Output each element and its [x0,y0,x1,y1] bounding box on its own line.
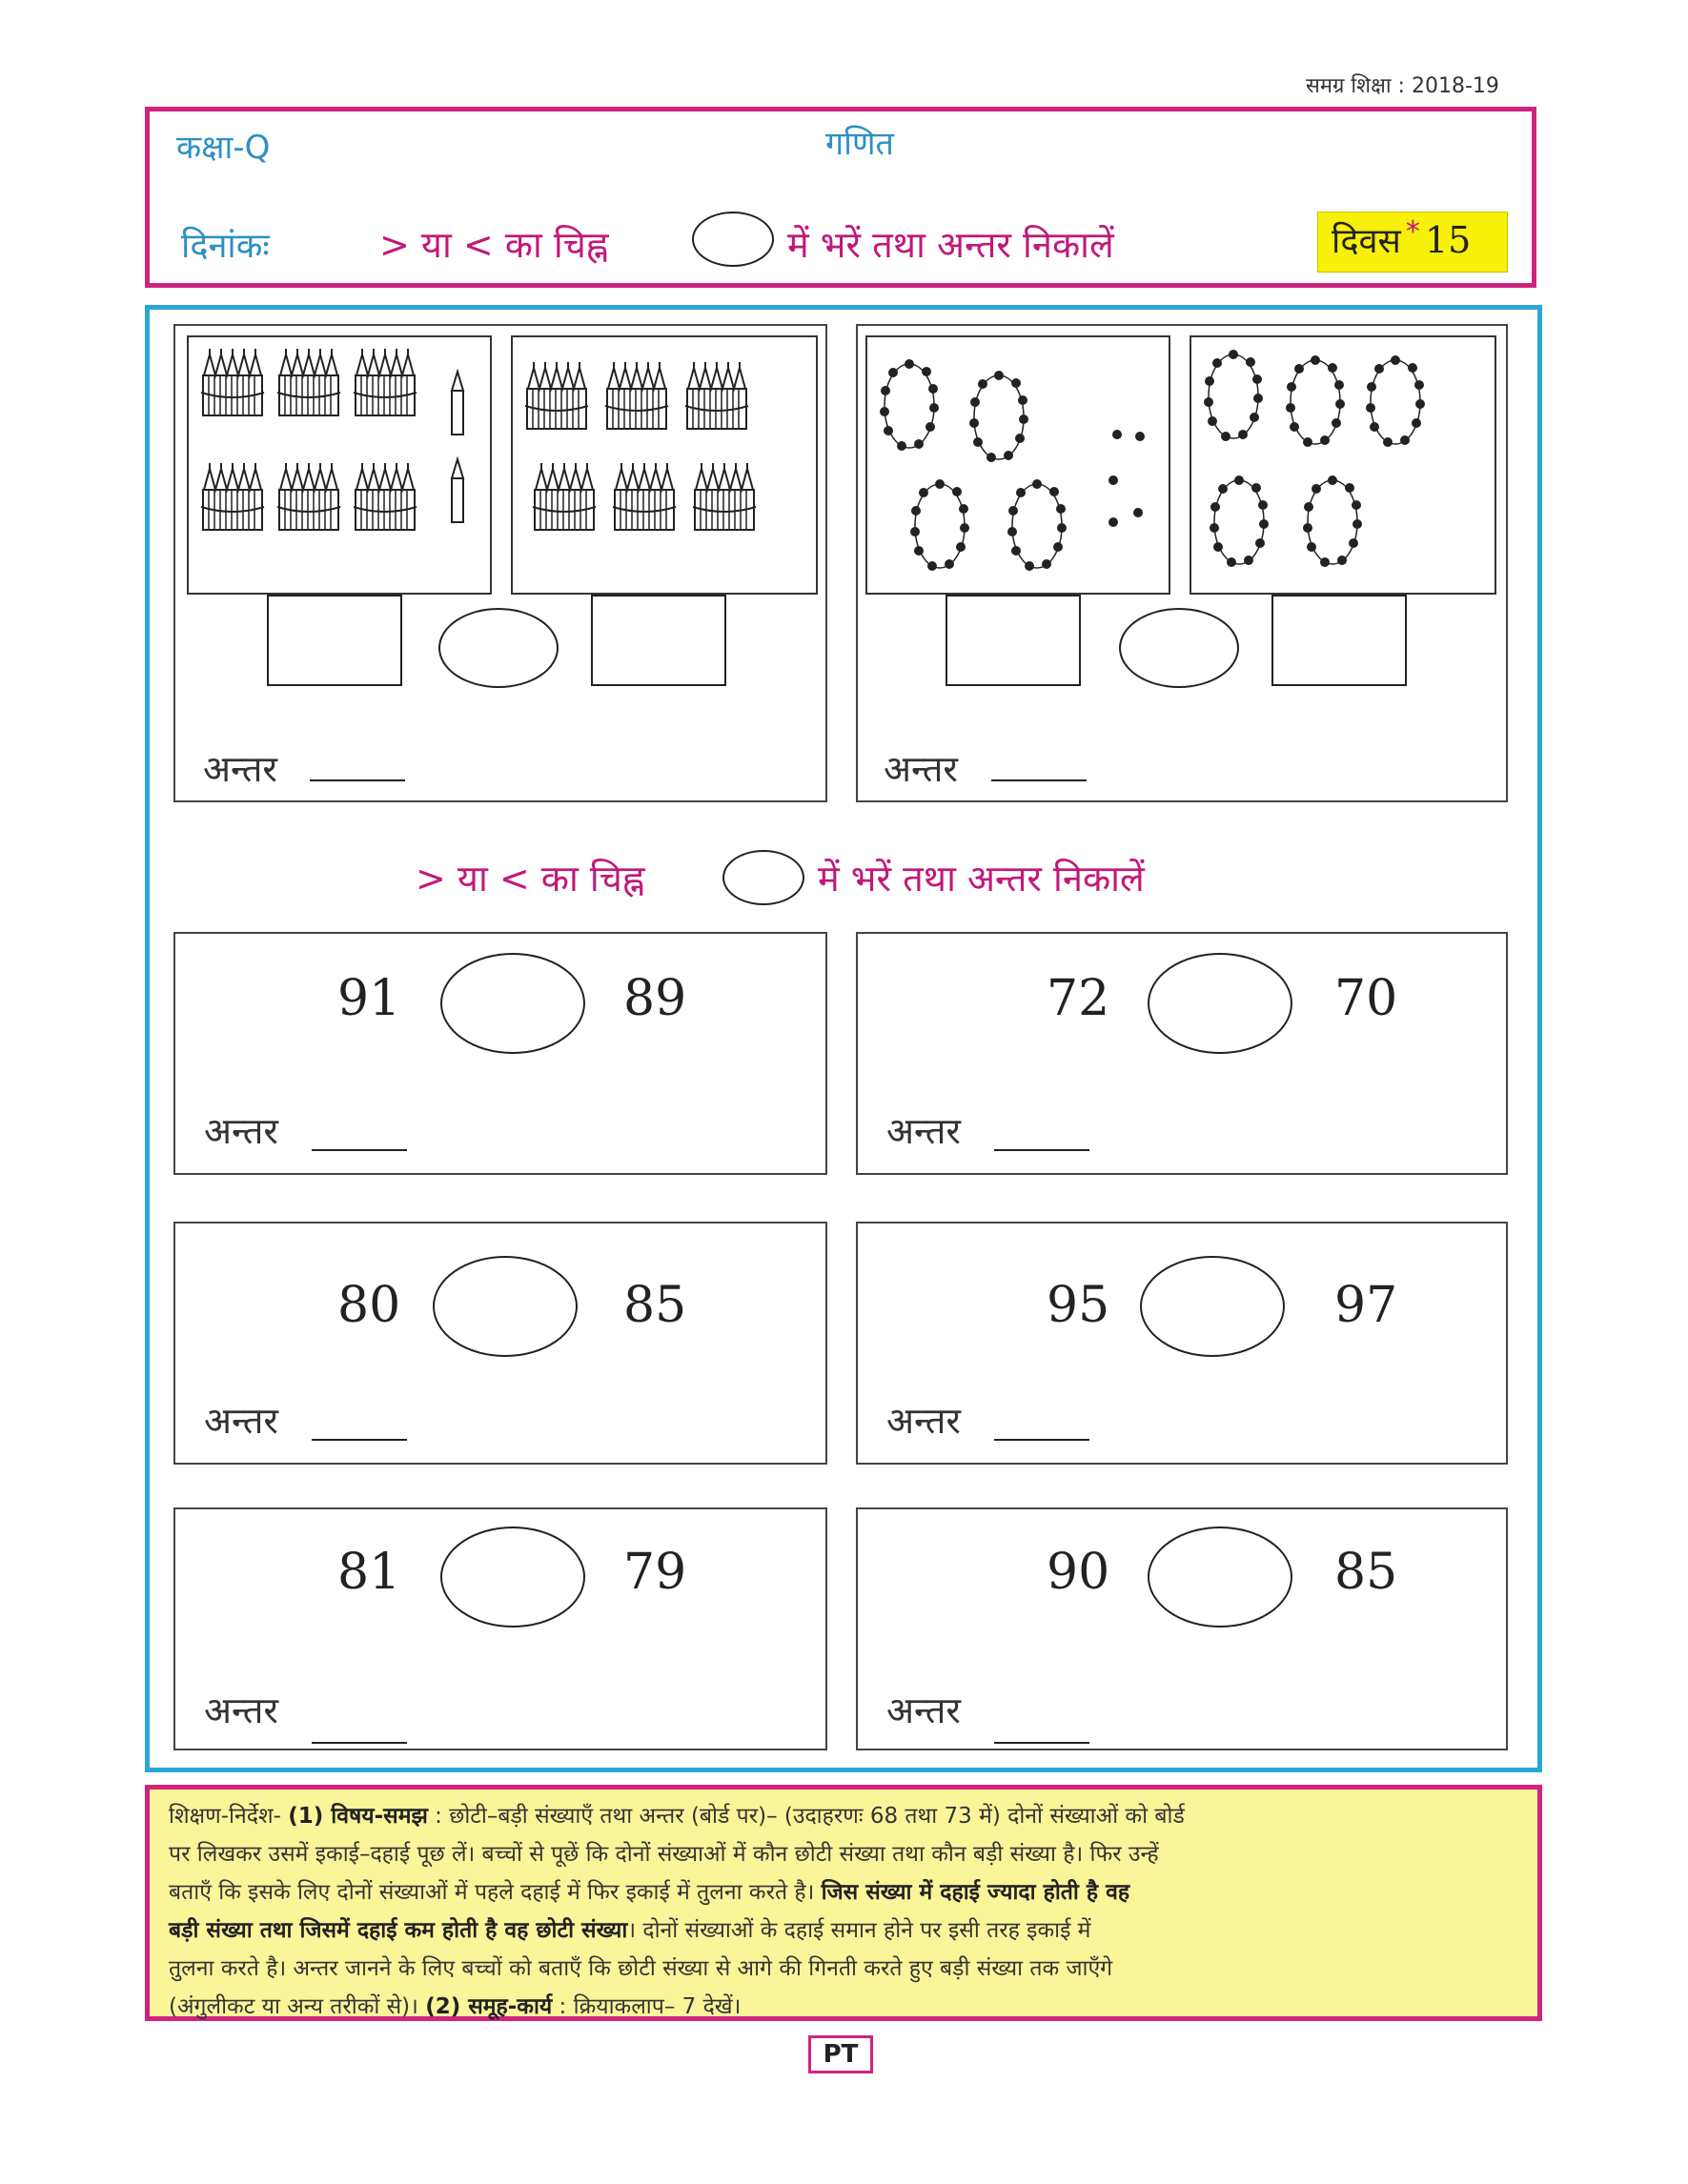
difference-blank[interactable] [994,1439,1089,1441]
top-right-label: समग्र शिक्षा : 2018-19 [1306,74,1499,98]
difference-label: अन्तर [886,1400,961,1442]
sign-oval-1[interactable] [438,608,559,688]
sign-oval[interactable] [433,1256,578,1357]
difference-blank[interactable] [312,1439,407,1441]
difference-label: अन्तर [886,1689,961,1731]
pencil-bundles-right-illustration [513,337,816,593]
mid-instruction-2: में भरें तथा अन्तर निकालें [818,858,1145,900]
compare-panel-3 [173,1222,827,1465]
answer-box-right-2[interactable] [1271,595,1407,686]
teaching-note-box [145,1785,1542,2021]
subject-title: गणित [825,125,894,163]
compare-panel-5 [173,1507,827,1750]
number-b: 79 [623,1544,687,1601]
bead-group-left [865,335,1170,595]
pencil-group-left [187,335,492,595]
bead-group-right [1190,335,1496,595]
day-number: 15 [1424,219,1472,261]
difference-label: अन्तर [204,1400,278,1442]
header-instruction-oval [692,212,774,267]
difference-label: अन्तर [886,1110,961,1152]
difference-blank[interactable] [991,779,1087,781]
pencil-group-right [511,335,818,595]
note-line-5: तुलना करते है। अन्तर जानने के लिए बच्चों को बताएँ कि छोटी संख्या से आगे की गिनती करते हुए बड़ी संख्या तक जाएँगे [169,1956,1113,1981]
answer-box-left-2[interactable] [946,595,1081,686]
number-b: 89 [623,970,687,1027]
difference-blank[interactable] [312,1149,407,1151]
note-line-6: (अंगुलीकट या अन्य तरीकों से)। (2) समूह-कार्य : क्रियाकलाप– 7 देखें। [169,1994,742,2019]
day-label: दिवस [1332,222,1401,261]
number-b: 85 [623,1277,687,1334]
bead-necklaces-right-illustration [1191,337,1495,593]
mid-instruction-oval [722,850,804,905]
footer-pt-label: PT [808,2035,873,2073]
compare-panel-2 [856,932,1508,1175]
mid-instruction-1: > या < का चिह्न [416,858,645,900]
number-b: 97 [1334,1277,1398,1334]
difference-blank[interactable] [310,779,405,781]
difference-blank[interactable] [312,1742,407,1744]
difference-blank[interactable] [994,1149,1089,1151]
number-b: 85 [1334,1544,1398,1601]
difference-label: अन्तर [884,748,958,790]
compare-panel-1 [173,932,827,1175]
note-line-2: पर लिखकर उसमें इकाई–दहाई पूछ लें। बच्चों से पूछें कि दोनों संख्याओं में कौन छोटी संख्या तथा कौन बड़ी संख्या है। फिर उन्हें [169,1842,1159,1867]
header-instruction-1: > या < का चिह्न [379,224,609,266]
note-line-3: बताएँ कि इसके लिए दोनों संख्याओं में पहले दहाई में फिर इकाई में तुलना करते है। जिस संख्या में दहाई ज्यादा होती है वह [169,1880,1130,1905]
sign-oval[interactable] [1148,953,1292,1054]
difference-label: अन्तर [204,1689,278,1731]
sign-oval-2[interactable] [1119,608,1239,688]
day-badge [1317,212,1508,273]
difference-label: अन्तर [204,1110,278,1152]
difference-blank[interactable] [994,1742,1089,1744]
number-a: 81 [337,1544,401,1601]
date-label: दिनांकः [181,227,270,266]
number-a: 95 [1047,1277,1110,1334]
sign-oval[interactable] [440,1527,585,1628]
number-a: 72 [1047,970,1110,1027]
number-a: 90 [1047,1544,1110,1601]
answer-box-left-1[interactable] [267,595,402,686]
header-instruction-2: में भरें तथा अन्तर निकालें [787,224,1114,266]
bead-necklaces-left-illustration [867,337,1169,593]
note-line-4: बड़ी संख्या तथा जिसमें दहाई कम होती है वह छोटी संख्या। दोनों संख्याओं के दहाई समान होने पर इसी तरह इकाई में [169,1918,1091,1943]
number-a: 91 [337,970,401,1027]
sign-oval[interactable] [1148,1527,1292,1628]
class-label: कक्षा-Q [176,129,271,167]
number-b: 70 [1334,970,1398,1027]
teaching-note-text [150,1790,1537,2026]
compare-panel-4 [856,1222,1508,1465]
note-line-1: शिक्षण-निर्देश- (1) विषय-समझ : छोटी–बड़ी संख्याएँ तथा अन्तर (बोर्ड पर)– (उदाहरणः 68 तथा 73 में) दोनों संख्याओं को बोर्ड [169,1804,1185,1829]
sign-oval[interactable] [1140,1256,1285,1357]
sign-oval[interactable] [440,953,585,1054]
compare-panel-6 [856,1507,1508,1750]
pencil-bundles-left-illustration [189,337,490,593]
difference-label: अन्तर [203,748,277,790]
day-star: * [1405,215,1420,249]
answer-box-right-1[interactable] [591,595,726,686]
number-a: 80 [337,1277,401,1334]
